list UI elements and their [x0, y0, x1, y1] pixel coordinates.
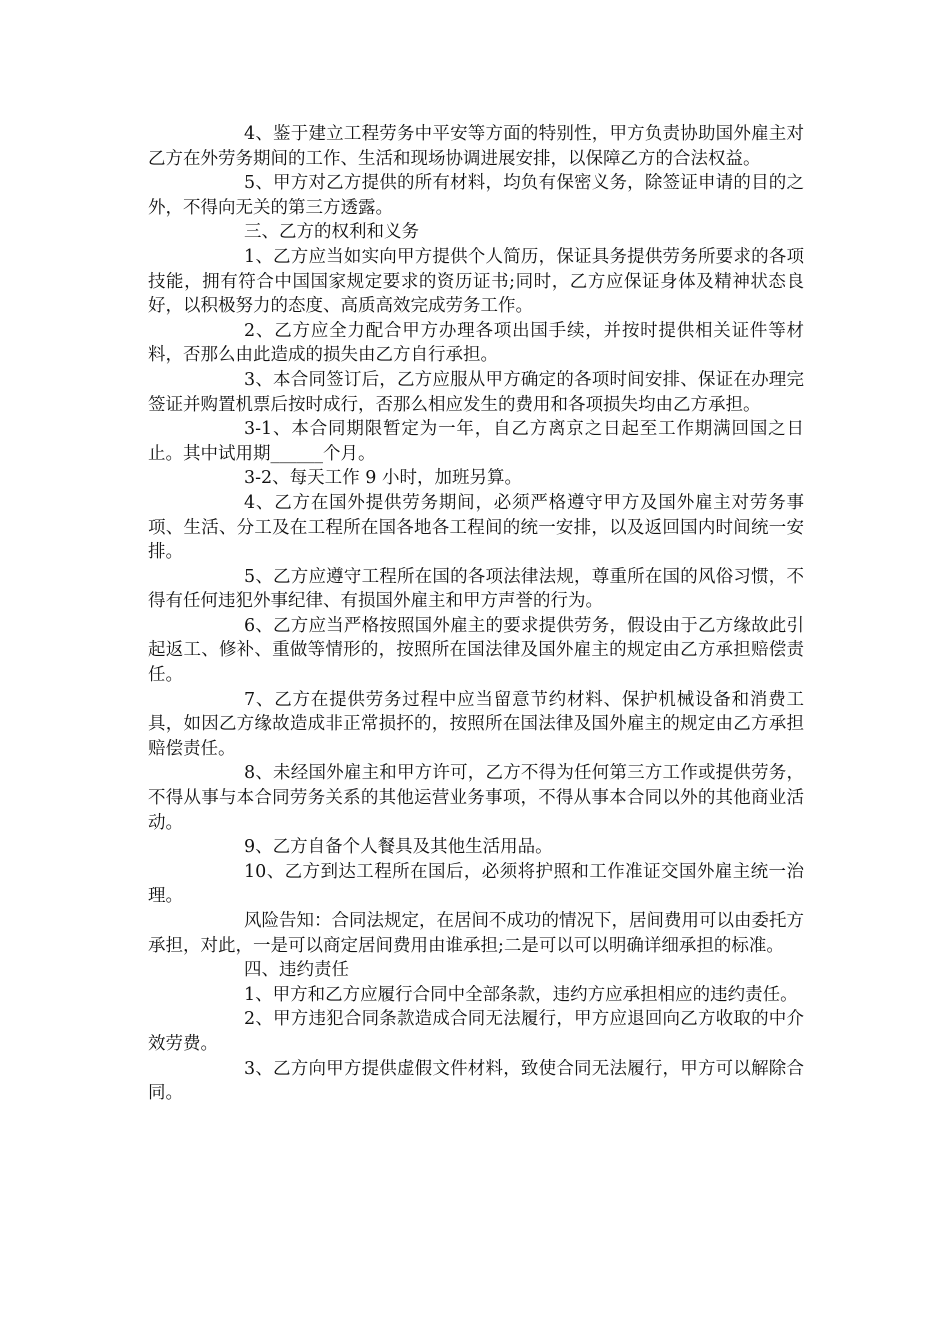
risk-notice-paragraph: 风险告知：合同法规定，在居间不成功的情况下，居间费用可以由委托方承担，对此，一是可以商定居间费用由谁承担;二是可以可以明确详细承担的标准。: [148, 911, 804, 956]
clause-paragraph: 3-1、本合同期限暂定为一年，自乙方离京之日起至工作期满回国之日止。其中试用期______个月。: [148, 419, 804, 464]
clause-paragraph: 5、甲方对乙方提供的所有材料，均负有保密义务，除签证申请的目的之外，不得向无关的第三方透露。: [148, 173, 804, 218]
section-heading: 三、乙方的权利和义务: [244, 222, 419, 243]
clause-paragraph: 3-2、每天工作 9 小时，加班另算。: [244, 468, 522, 489]
clause-paragraph: 3、本合同签订后，乙方应服从甲方确定的各项时间安排、保证在办理完签证并购置机票后按时成行，否那么相应发生的费用和各项损失均由乙方承担。: [148, 369, 804, 415]
clause-paragraph: 10、乙方到达工程所在国后，必须将护照和工作准证交国外雇主统一治理。: [148, 861, 804, 907]
document-body: [148, 122, 804, 1106]
clause-paragraph: 5、乙方应遵守工程所在国的各项法律法规，尊重所在国的风俗习惯，不得有任何违犯外事纪律、有损国外雇主和甲方声誉的行为。: [148, 566, 804, 612]
clause-paragraph: 1、甲方和乙方应履行合同中全部条款，违约方应承担相应的违约责任。: [244, 984, 798, 1005]
clause-paragraph: 2、乙方应全力配合甲方办理各项出国手续，并按时提供相关证件等材料，否那么由此造成的损失由乙方自行承担。: [148, 320, 804, 366]
clause-paragraph: 4、鉴于建立工程劳务中平安等方面的特别性，甲方负责协助国外雇主对乙方在外劳务期间的工作、生活和现场协调进展安排，以保障乙方的合法权益。: [148, 124, 804, 169]
clause-paragraph: 9、乙方自备个人餐具及其他生活用品。: [244, 837, 553, 858]
clause-paragraph: 3、乙方向甲方提供虚假文件材料，致使合同无法履行，甲方可以解除合同。: [148, 1058, 804, 1104]
clause-paragraph: 1、乙方应当如实向甲方提供个人简历，保证具务提供劳务所要求的各项技能，拥有符合中国国家规定要求的资历证书;同时，乙方应保证身体及精神状态良好，以积极努力的态度、高质高效完成劳务工作。: [148, 246, 804, 317]
clause-paragraph: 8、未经国外雇主和甲方许可，乙方不得为任何第三方工作或提供劳务，不得从事与本合同劳务关系的其他运营业务事项，不得从事本合同以外的其他商业活动。: [148, 763, 804, 833]
clause-paragraph: 6、乙方应当严格按照国外雇主的要求提供劳务，假设由于乙方缘故此引起返工、修补、重做等情形的，按照所在国法律及国外雇主的规定由乙方承担赔偿责任。: [148, 615, 804, 686]
clause-paragraph: 2、甲方违犯合同条款造成合同无法履行，甲方应退回向乙方收取的中介效劳费。: [148, 1009, 804, 1054]
clause-paragraph: 4、乙方在国外提供劳务期间，必须严格遵守甲方及国外雇主对劳务事项、生活、分工及在工程所在国各地各工程间的统一安排，以及返回国内时间统一安排。: [148, 492, 804, 563]
section-heading: 四、违约责任: [244, 960, 349, 981]
clause-paragraph: 7、乙方在提供劳务过程中应当留意节约材料、保护机械设备和消费工具，如因乙方缘故造成非正常损抔的，按照所在国法律及国外雇主的规定由乙方承担赔偿责任。: [148, 689, 804, 759]
